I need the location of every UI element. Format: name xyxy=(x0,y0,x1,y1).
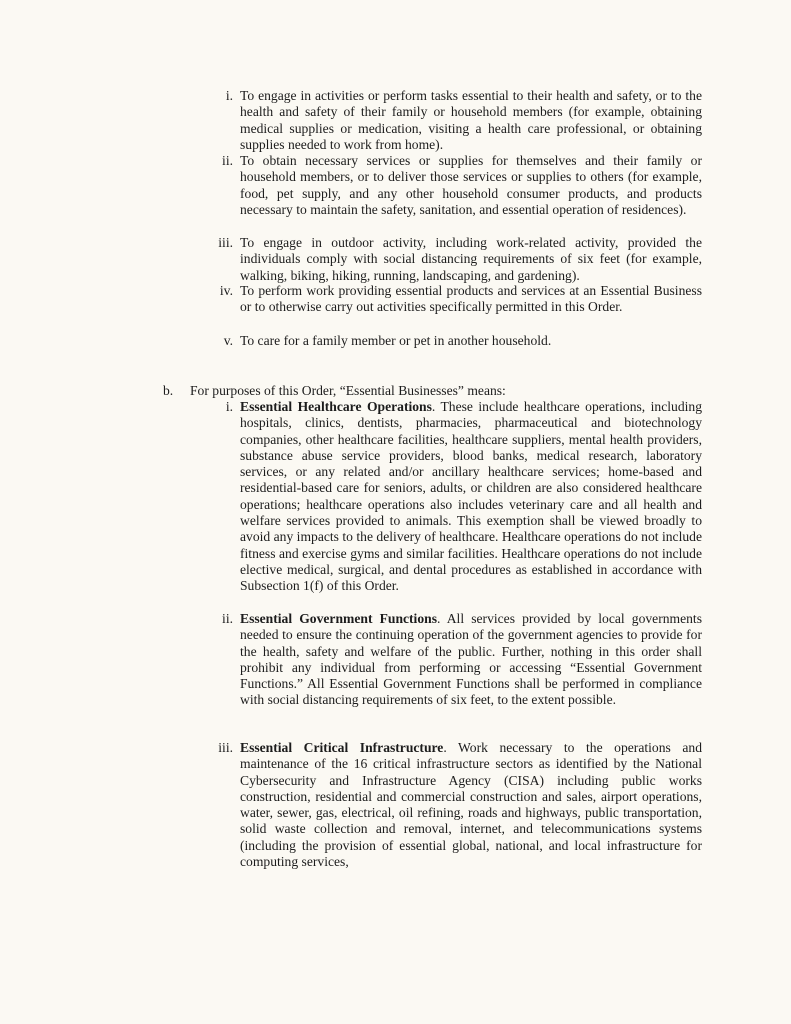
list-item-number: iii. xyxy=(218,235,233,250)
list-item xyxy=(240,740,702,870)
list-item: To engage in outdoor activity, including work-related activity, provided the individuals comply with social distancing requirements of six feet (for example, walking, biking, hiking, running, landscaping, and gardening). xyxy=(240,235,702,283)
list-item-number: i. xyxy=(225,399,233,414)
list-item: To obtain necessary services or supplies for themselves and their family or household members, or to deliver those services or supplies to others (for example, food, pet supply, and any other household consumer products, and products necessary to maintain the safety, sanitation, and essential operation of residences). xyxy=(240,153,702,217)
section-letter: b. xyxy=(163,383,174,398)
item-body: . These include healthcare operations, including hospitals, clinics, dentists, pharmacies, pharmaceutical and biotechnology companies, other healthcare facilities, healthcare suppliers, mental health providers, substance abuse service providers, blood banks, medical research, laboratory services, or any related and/or ancillary healthcare services; home-based and residential-based care for seniors, adults, or children are also considered healthcare operations; healthcare operations also includes veterinary care and all health and welfare services provided to animals. This exemption shall be viewed broadly to avoid any impacts to the delivery of healthcare. Healthcare operations do not include fitness and exercise gyms and similar facilities. Healthcare operations do not include elective medical, surgical, and dental procedures as established in accordance with Subsection 1(f) of this Order. xyxy=(240,399,702,594)
list-item: To care for a family member or pet in another household. xyxy=(240,333,552,348)
list-item-number: ii. xyxy=(222,153,233,168)
item-heading: Essential Government Functions xyxy=(240,611,437,626)
list-item-number: iv. xyxy=(219,283,233,298)
list-item-number: iii. xyxy=(218,740,233,755)
list-item: To perform work providing essential products and services at an Essential Business or to otherwise carry out activities specifically permitted in this Order. xyxy=(240,283,702,315)
item-heading: Essential Critical Infrastructure xyxy=(240,740,444,755)
item-heading: Essential Healthcare Operations xyxy=(240,399,432,414)
list-item xyxy=(240,399,702,595)
item-body: . Work necessary to the operations and maintenance of the 16 critical infrastructure sectors as identified by the National Cybersecurity and Infrastructure Agency (CISA) including public works construction, residential and commercial construction and sales, airport operations, water, sewer, gas, electrical, oil refining, roads and highways, public transportation, solid waste collection and removal, internet, and telecommunications systems (including the provision of essential global, national, and local infrastructure for computing services, xyxy=(240,740,702,870)
section-lead: For purposes of this Order, “Essential Businesses” means: xyxy=(190,383,506,398)
list-item: To engage in activities or perform tasks essential to their health and safety, or to the health and safety of their family or household members (for example, obtaining medical supplies or medication, visiting a health care professional, or obtaining supplies needed to work from home). xyxy=(240,88,702,152)
list-item-number: v. xyxy=(223,333,233,348)
list-item-number: i. xyxy=(225,88,233,103)
list-item-number: ii. xyxy=(222,611,233,626)
item-body: . All services provided by local governments needed to ensure the continuing operation of the government agencies to provide for the health, safety and welfare of the public. Further, nothing in this order shall prohibit any individual from performing or accessing “Essential Government Functions.” All Essential Government Functions shall be performed in compliance with social distancing requirements of six feet, to the extent possible. xyxy=(240,611,702,708)
list-item xyxy=(240,611,702,709)
